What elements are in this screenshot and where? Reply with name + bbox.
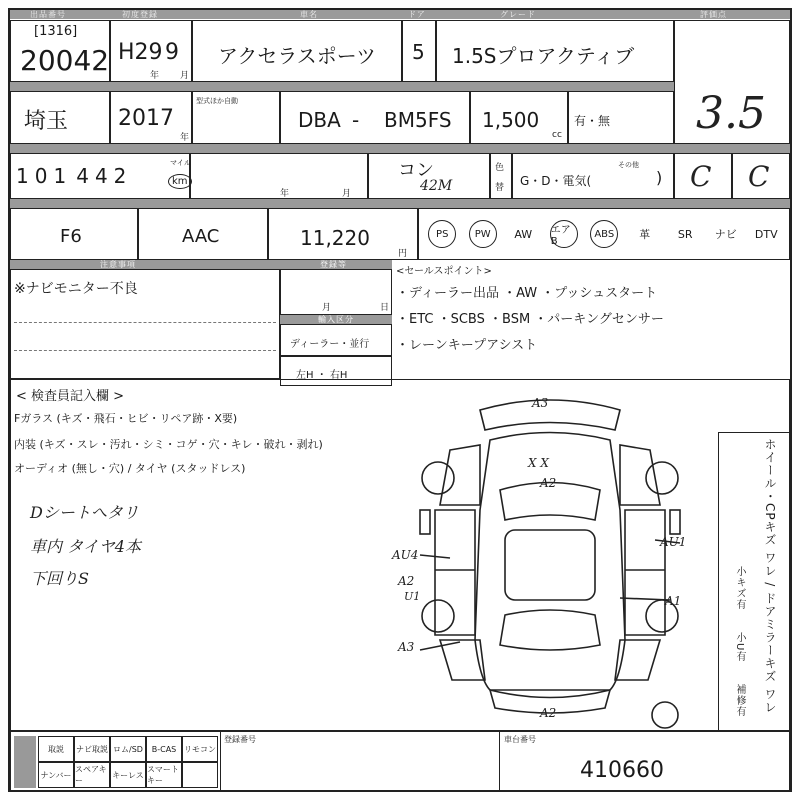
footer-cell-1-1: スペアキー xyxy=(74,762,110,788)
inspection-month-unit: 月 xyxy=(342,189,352,199)
record-day-unit: 日 xyxy=(380,303,390,313)
footer-cell-0-3: B-CAS xyxy=(146,736,182,762)
color-label: 色 xyxy=(495,163,505,173)
region: 埼玉 xyxy=(24,109,69,134)
body-outline xyxy=(475,433,625,691)
mark-right-mid: A1 xyxy=(665,594,682,608)
record-header: 登録等 xyxy=(320,260,347,269)
wheel-front-right xyxy=(646,462,678,494)
hand-line-1: Dシートへタリ xyxy=(30,503,139,522)
first-reg-year: 2017 xyxy=(118,106,174,131)
caution-dots-1 xyxy=(14,322,276,323)
lot-number: 20042 xyxy=(20,44,110,77)
inspector-title: < 検査員記入欄 > xyxy=(16,389,125,404)
score: 3.5 xyxy=(696,88,766,139)
other-label: その他 xyxy=(618,161,639,169)
inspector-line-1: Fガラス (キズ・飛石・ヒビ・リペア跡・X要) xyxy=(14,412,238,425)
doors: 5 xyxy=(412,40,425,64)
mark-right-upper: AU1 xyxy=(660,535,687,549)
legend-small-2: 小U有 xyxy=(734,632,745,663)
mileage-digit: 4 xyxy=(94,164,114,188)
header-bar-row2 xyxy=(10,82,674,91)
footer-cell-0-0: 取説 xyxy=(38,736,74,762)
option-0: PS xyxy=(428,220,456,248)
mileage-unit-top: マイル xyxy=(170,159,191,167)
aircon-options: G・D・電気( xyxy=(520,174,592,188)
spare-wheel xyxy=(652,702,678,728)
month: 9 xyxy=(165,40,179,65)
caution-dots-2 xyxy=(14,350,276,351)
model-dash: - xyxy=(352,108,360,132)
option-3: エアB xyxy=(550,220,578,248)
footer-cell-1-3: スマートキー xyxy=(146,762,182,788)
mark-left-mid2: U1 xyxy=(404,590,421,603)
import-header: 輸入区分 xyxy=(318,315,354,324)
color-label2: 替 xyxy=(495,183,505,193)
mileage-digits xyxy=(16,164,132,188)
option-2: AW xyxy=(514,227,533,241)
displacement: 1,500 xyxy=(482,108,540,132)
label-year: 初度登録 xyxy=(122,10,158,19)
mark-roof-front: A2 xyxy=(540,476,557,490)
legend-text: ホイール・CPキズ ワレ / ドアミラーキズ ワレ xyxy=(763,438,777,714)
mark-top: A3 xyxy=(532,396,549,410)
handle-value: 左H ・ 右H xyxy=(296,370,348,381)
sales-line-1: ・ディーラー出品 ・AW ・プッシュスタート xyxy=(396,286,658,301)
footer-cell-1-4 xyxy=(182,762,218,788)
mark-bottom: A2 xyxy=(540,706,557,720)
footer-cell-1-2: キーレス xyxy=(110,762,146,788)
caution-text: ※ナビモニター不良 xyxy=(14,281,138,297)
wheel-rear-left xyxy=(422,600,454,632)
color-code-hand: 42M xyxy=(420,178,453,194)
import-value: ディーラー・並行 xyxy=(290,339,370,350)
left-doors-outline xyxy=(435,510,475,635)
recycle-fee: 11,220 xyxy=(300,226,370,250)
caution-header: 注意事項 xyxy=(100,260,136,269)
mirror-right xyxy=(670,510,680,534)
chassis-number: 410660 xyxy=(580,758,664,783)
cc-unit: cc xyxy=(552,130,562,140)
turbo-label: 有・無 xyxy=(574,114,611,128)
mileage-digit: 4 xyxy=(76,164,95,188)
wheel-front-left xyxy=(422,462,454,494)
exterior-grade: C xyxy=(748,160,770,193)
car-diagram xyxy=(380,390,720,730)
record-month-unit: 月 xyxy=(322,303,332,313)
label-carname: 車名 xyxy=(300,10,318,19)
month-unit: 月 xyxy=(180,71,190,81)
grade: 1.5Sプロアクティブ xyxy=(452,44,635,68)
option-5: 革 xyxy=(639,228,651,241)
color-name: コン xyxy=(398,160,434,181)
footer-cell-0-1: ナビ取説 xyxy=(74,736,110,762)
right-front-fender xyxy=(620,445,660,505)
option-4: ABS xyxy=(590,220,618,248)
footer-cell-0-4: リモコン xyxy=(182,736,218,762)
record-box xyxy=(280,269,392,315)
sales-line-2: ・ETC ・SCBS ・BSM ・パーキングセンサー xyxy=(396,312,664,327)
legend-box xyxy=(718,432,790,731)
option-6: SR xyxy=(677,227,693,241)
inspector-line-2: 内装 (キズ・スレ・汚れ・シミ・コゲ・穴・キレ・破れ・剥れ) xyxy=(14,438,323,451)
label-score: 評価点 xyxy=(700,10,727,19)
footer-cell-1-0: ナンバー xyxy=(38,762,74,788)
chassis-label: 車台番号 xyxy=(504,735,536,744)
other-close: ) xyxy=(656,168,663,187)
interior-grade: C xyxy=(690,160,712,193)
roof-outline xyxy=(505,530,595,600)
mark-left-lower: A3 xyxy=(398,640,415,654)
reg-number-box xyxy=(220,731,500,792)
footer-label-block xyxy=(14,736,36,788)
mileage-digit: 2 xyxy=(113,164,133,188)
sales-header: <セールスポイント> xyxy=(396,266,492,277)
mark-left-upper: AU4 xyxy=(392,548,419,562)
label-lot: 出品番号 xyxy=(30,10,66,19)
option-8: DTV xyxy=(754,227,778,241)
label-grade: グレード xyxy=(500,10,536,19)
year-unit: 年 xyxy=(150,71,160,81)
sales-line-3: ・レーンキープアシスト xyxy=(396,338,538,353)
left-front-fender xyxy=(440,445,480,505)
lot-code: [1316] xyxy=(34,24,78,39)
footer-cell-0-2: ロム/SD xyxy=(110,736,146,762)
shift: F6 xyxy=(60,226,82,247)
mileage-unit: km xyxy=(168,174,192,189)
option-1: PW xyxy=(469,220,497,248)
front-bumper-outline xyxy=(480,400,620,430)
label-doors: ドア xyxy=(408,10,426,19)
mirror-left xyxy=(420,510,430,534)
inspection-year-unit: 年 xyxy=(280,189,290,199)
era-year: H29 xyxy=(118,40,163,65)
legend-small-1: 小キズ有 xyxy=(734,566,745,610)
model-code: BM5FS xyxy=(384,108,452,132)
mark-left-mid: A2 xyxy=(398,574,415,588)
yen-unit: 円 xyxy=(398,249,408,259)
header-bar-row3 xyxy=(10,144,790,153)
model-prefix: DBA xyxy=(298,108,341,132)
rear-window-outline xyxy=(500,610,600,650)
mileage-digit: 1 xyxy=(53,164,73,188)
header-bar-row4 xyxy=(10,199,790,208)
aircon: AAC xyxy=(182,226,220,247)
right-doors-outline xyxy=(625,510,665,635)
option-7: ナビ xyxy=(714,228,737,241)
hand-line-2: 車内 タイヤ4本 xyxy=(30,537,141,556)
first-reg-year-unit: 年 xyxy=(180,133,190,143)
import-note: 型式ほか自動 xyxy=(196,97,238,105)
mark-xx: X X xyxy=(528,456,549,470)
mileage-digit: 0 xyxy=(34,164,54,188)
car-name: アクセラスポーツ xyxy=(218,44,376,68)
inspector-line-3: オーディオ (無し・穴) / タイヤ (スタッドレス) xyxy=(14,462,246,475)
mileage-digit: 1 xyxy=(16,164,35,188)
reg-number-label: 登録番号 xyxy=(224,735,256,744)
header-bar-caution xyxy=(10,260,280,269)
legend-small-3: 補修有 xyxy=(734,684,745,717)
hand-line-3: 下回りS xyxy=(30,569,89,588)
